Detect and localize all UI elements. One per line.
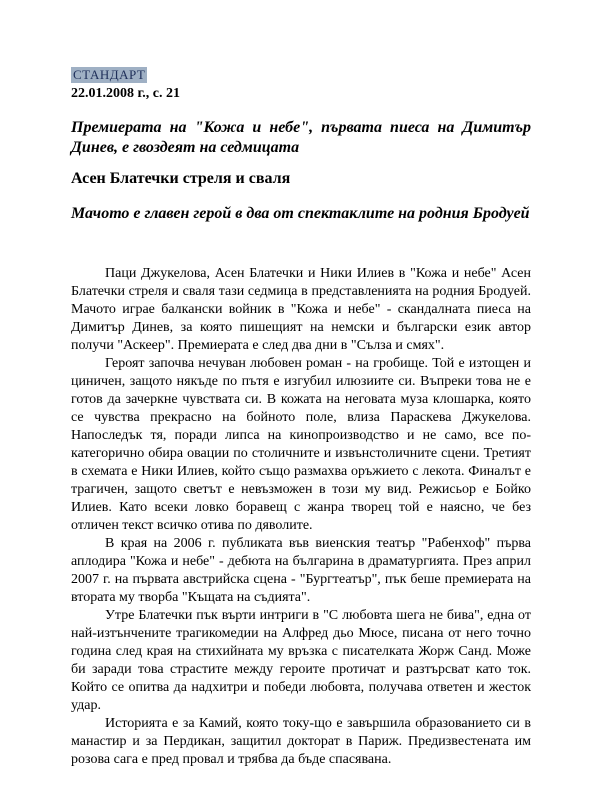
paragraph: Утре Блатечки пък върти интриги в "С любовта шега не бива", една от най-изтънчените трагикомедии на Алфред дьо Мюсе, писана от него точно година след края на стихийната му връзка с писателката Жорж Санд. Може би заради това страстите между героите протичат и разтърсват като ток. Който се опитва да надхитри и победи любовта, получава ответен и жесток удар. <box>71 608 531 713</box>
subheadline: Мачото е главен герой в два от спектаклите на родния Бродуей <box>71 205 530 222</box>
paragraph: В края на 2006 г. публиката във виенския театър "Рабенхоф" първа аплодира "Кожа и небе" - дебюта на българина в драматургията. През април 2007 г. на първата австрийска сцена - "Бургтеатър", пък беше премиерата на втората му творба "Къщата на съдията". <box>71 536 531 605</box>
dateline: 22.01.2008 г., с. 21 <box>71 86 180 101</box>
article-title: Асен Блатечки стреля и сваля <box>71 170 291 187</box>
newspaper-logo: СТАНДАРТ <box>73 67 146 82</box>
paragraph: Героят започва нечуван любовен роман - на гробище. Той е изтощен и циничен, защото някъде по пътя е изгубил илюзиите си. Въпреки това не е готов да зачеркне чувствата си. В кожата на неговата муза клошарка, която се чувства прекрасно на бойното поле, влиза Параскева Джукелова. Напоследък тя, поради липса на кинопроизводство и не само, все по-категорично обира овации по столичните и извънстоличните сцени. Третият в схемата е Ники Илиев, който също размахва оръжието с лекота. Финалът е трагичен, защото светът е невъзможен в този му вид. Режисьор е Бойко Илиев. Като всеки ловко боравещ с жанра творец той е наясно, че без отличен текст всичко отива по дяволите. <box>71 356 531 533</box>
article-body <box>71 265 531 769</box>
paragraph: Паци Джукелова, Асен Блатечки и Ники Илиев в "Кожа и небе" Асен Блатечки стреля и сваля тази седмица в представленията на родния Бродуей. Мачото играе балкански войник в "Кожа и небе" - скандалната пиеса на Димитър Динев, за която пишещият на немски и български език автор получи "Аскеер". Премиерата е след два дни в "Сълза и смях". <box>71 266 531 353</box>
paragraph: Историята е за Камий, която току-що е завършила образованието си в манастир и за Пердикан, защитил докторат в Париж. Предизвестената им розова сага е пред провал и трябва да бъде спасявана. <box>71 716 531 767</box>
headline: Премиерата на "Кожа и небе", първата пиеса на Димитър Динев, е гвоздеят на седмицата <box>71 119 531 156</box>
